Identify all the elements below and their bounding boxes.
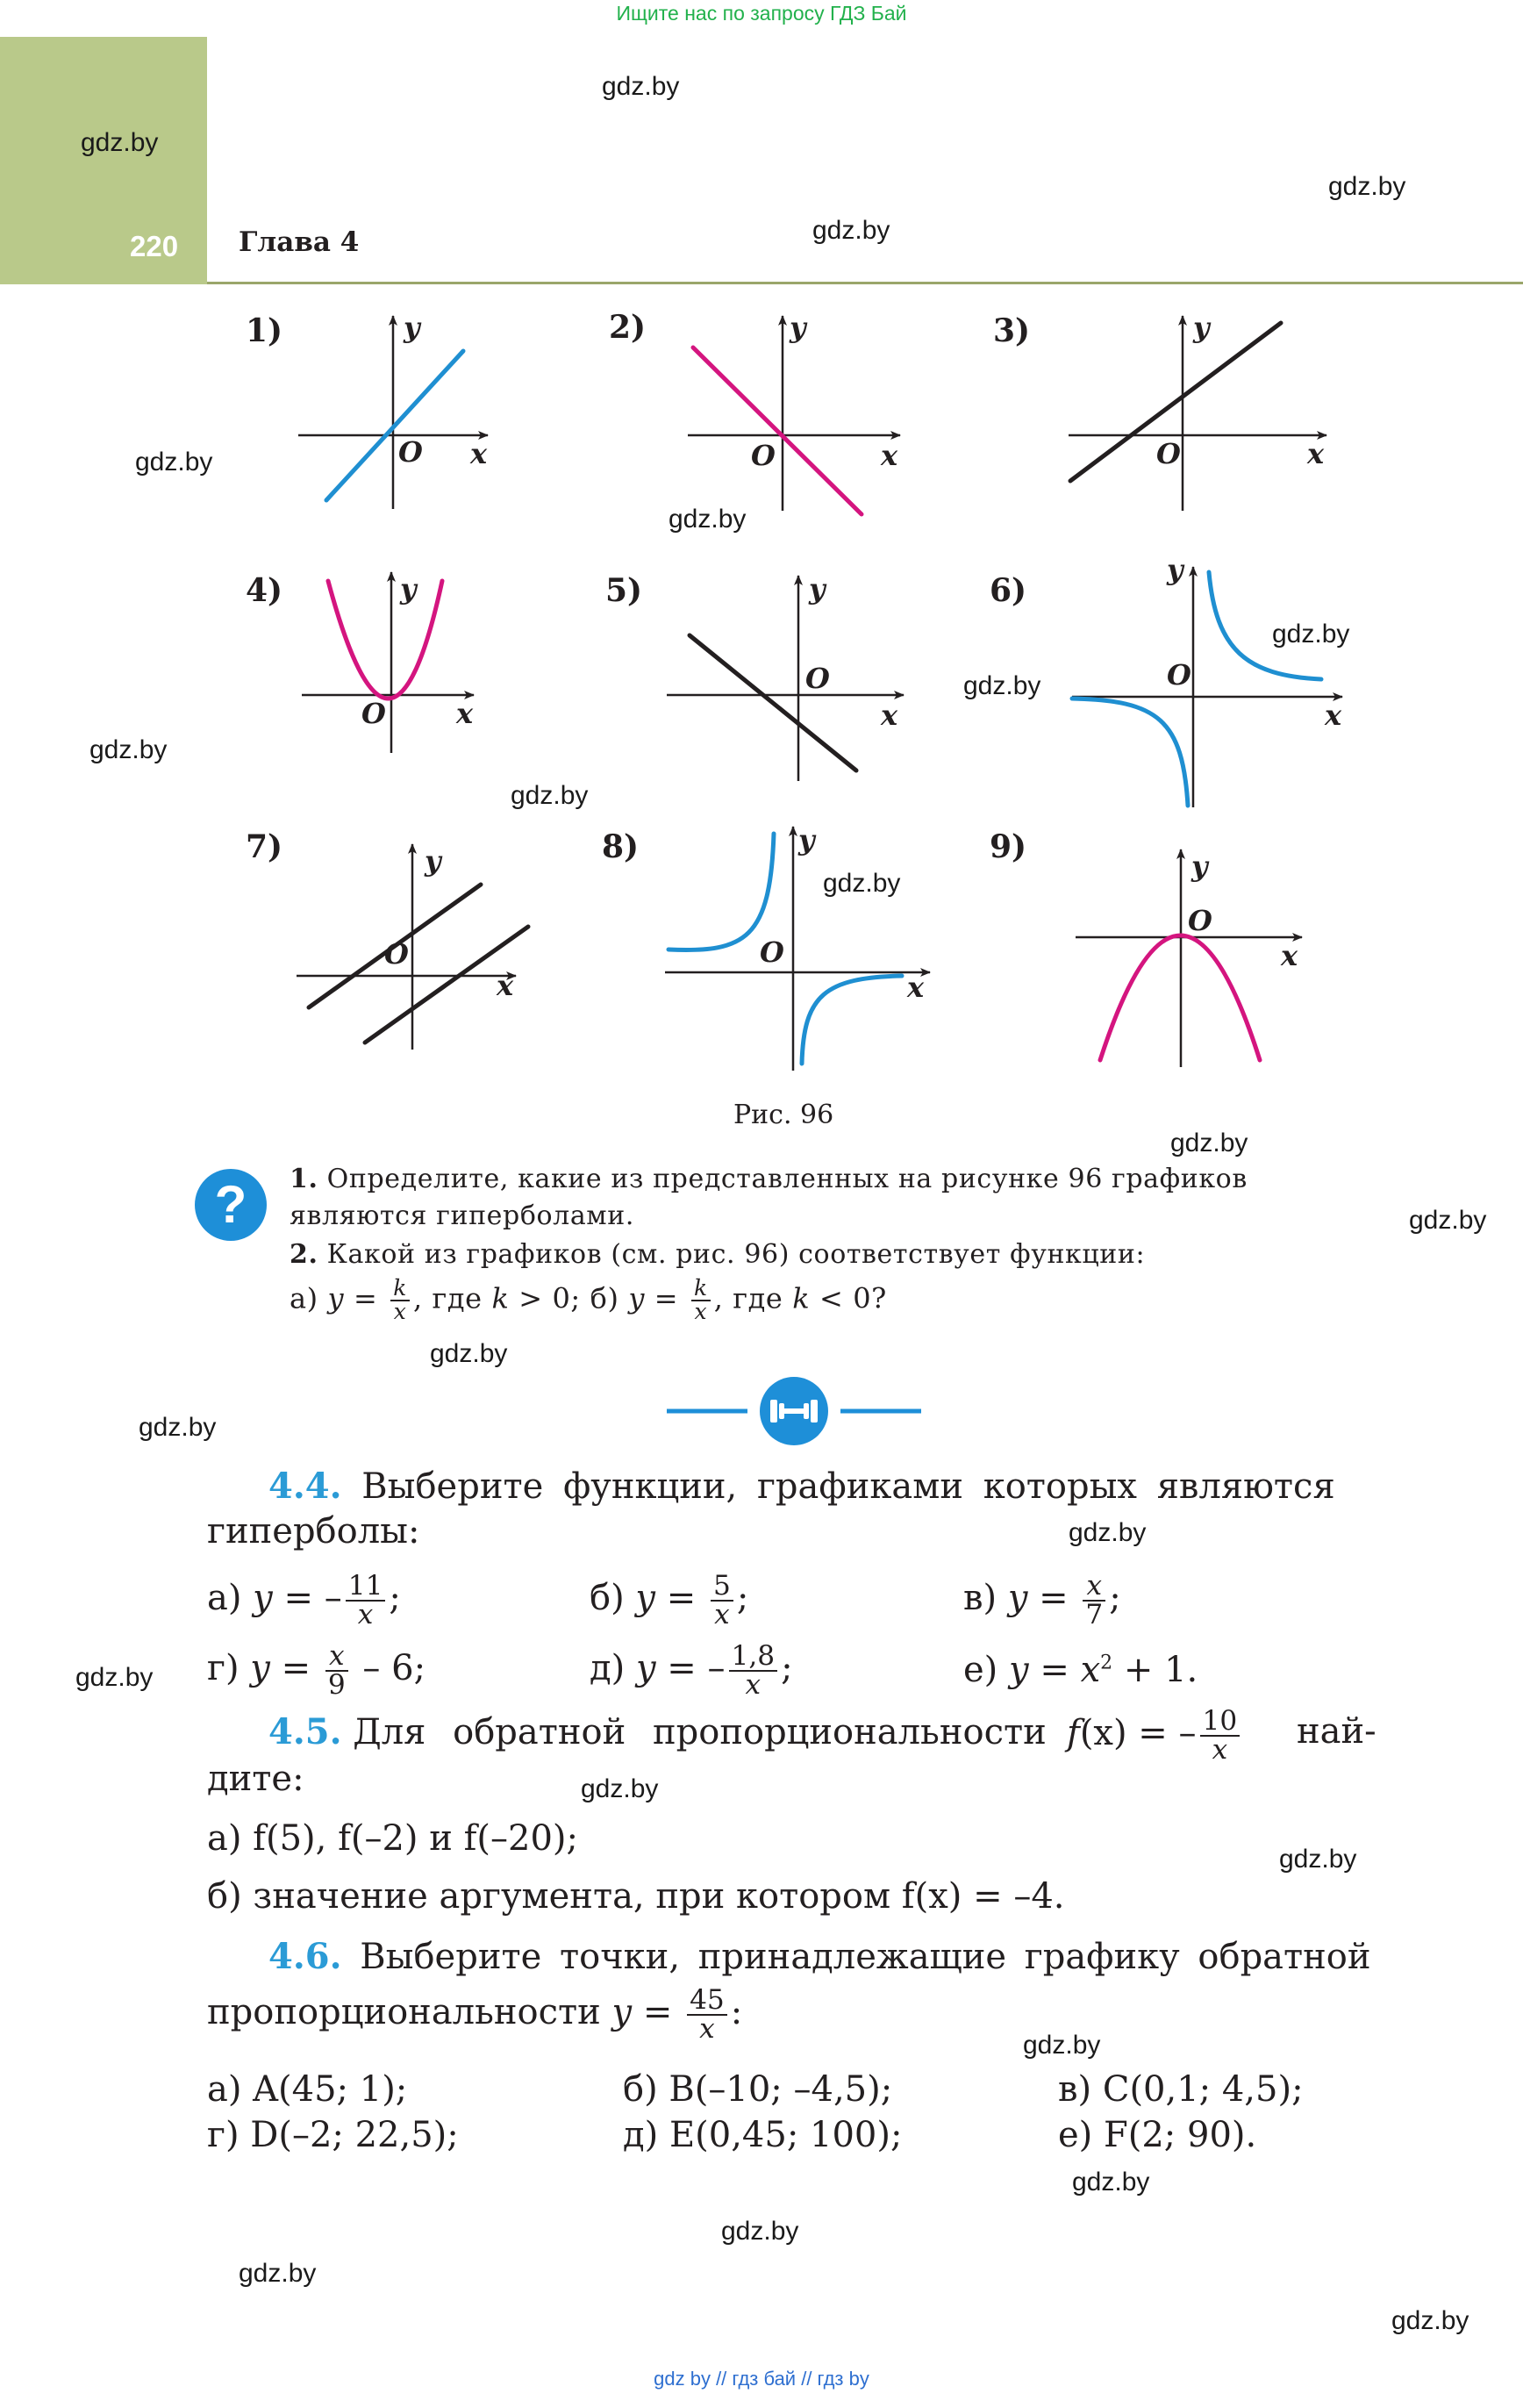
x-label-8: x — [907, 971, 925, 1004]
ex44-option-g: г) y = $\frac{x}{9}$ – 6; — [207, 1640, 426, 1702]
graph-5-line — [690, 635, 856, 770]
q2-option-b-label: б) — [590, 1281, 619, 1315]
watermark: gdz.by — [669, 505, 747, 534]
ex46-point-e: е) F(2; 90). — [1058, 2115, 1257, 2155]
graph-label-5: 5) — [605, 572, 643, 609]
origin-label-5: O — [805, 662, 830, 695]
graph-label-7: 7) — [246, 828, 283, 865]
origin-label-8: O — [760, 935, 784, 969]
graph-label-8: 8) — [602, 828, 640, 865]
ex44-option-v: в) y = $\frac{x}{7}$ ; — [963, 1570, 1121, 1631]
ex44-line-1: 4.4. Выберите функции, графиками которых являются — [268, 1466, 1335, 1507]
question-1-text: Определите, какие из представленных на рисунке 96 графиков — [326, 1164, 1248, 1194]
question-1-line-1 — [290, 1164, 1248, 1194]
y-label-5: y — [809, 572, 826, 606]
question-2-number: 2. — [290, 1239, 318, 1270]
graph-label-4: 4) — [246, 572, 283, 609]
watermark: gdz.by — [581, 1774, 659, 1803]
x-label-3: x — [1307, 437, 1325, 470]
watermark: gdz.by — [1328, 172, 1406, 201]
q2-eq: = — [354, 1281, 378, 1315]
y-label-6: y — [1167, 553, 1183, 586]
watermark: gdz.by — [1072, 2168, 1150, 2197]
y-label-2: y — [790, 311, 806, 344]
watermark: gdz.by — [721, 2217, 799, 2246]
x-label-5: x — [881, 699, 898, 732]
x-label-6: x — [1325, 699, 1342, 732]
q2-option-a-label: а) — [290, 1281, 318, 1315]
bottom-banner[interactable]: gdz by // гдз бай // гдз by — [654, 2368, 869, 2390]
ex46-point-a: а) A(45; 1); — [207, 2069, 408, 2110]
ex46-number: 4.6. — [268, 1936, 342, 1977]
x-label-7: x — [497, 969, 514, 1002]
page-number: 220 — [130, 230, 179, 262]
exercise-divider-icon — [667, 1376, 921, 1446]
graph-6-branch-left — [1072, 699, 1188, 806]
x-label-1: x — [470, 437, 488, 470]
ex44-number: 4.4. — [268, 1466, 342, 1507]
ex45-function: f(x) = – $\frac{10}{x}$ — [1067, 1708, 1243, 1764]
question-2-text: Какой из графиков (см. рис. 96) соответствует функции: — [326, 1239, 1146, 1270]
x-label-2: x — [881, 439, 898, 472]
x-label-9: x — [1281, 939, 1298, 972]
origin-label-2: O — [751, 439, 776, 472]
watermark: gdz.by — [75, 1663, 154, 1692]
watermark: gdz.by — [81, 128, 159, 157]
ex44-line-2: гиперболы: — [207, 1511, 420, 1552]
origin-label-9: O — [1188, 904, 1212, 937]
ex45-number: 4.5. — [268, 1711, 342, 1752]
y-label-3: y — [1193, 311, 1210, 344]
graph-label-3: 3) — [993, 312, 1031, 349]
y-label-9: y — [1191, 849, 1208, 883]
origin-label-4: O — [361, 697, 386, 730]
x-label-4: x — [456, 697, 474, 730]
ex45-line-1: 4.5. Для обратной пропорциональности — [268, 1711, 1047, 1752]
question-1-number: 1. — [290, 1164, 318, 1194]
ex46-line-1: 4.6. Выберите точки, принадлежащие графику обратной — [268, 1936, 1371, 1977]
question-icon: ? — [195, 1169, 267, 1241]
ex45-hyphen-word: най- — [1297, 1711, 1376, 1752]
y-label-7: y — [425, 844, 441, 878]
ex44-option-d: д) y = – $\frac{1,8}{x}$ ; — [590, 1640, 793, 1702]
ex45-part-b: б) значение аргумента, при котором f(x) = –4. — [207, 1876, 1065, 1917]
question-2-options: а) y = $\frac{k}{x}$ , где k > 0; б) y = $\frac{k}{x}$ , где k < 0? — [290, 1275, 887, 1324]
graph-1-line — [326, 351, 463, 500]
ex44-option-e: е) $y = x^2 + 1$. — [963, 1650, 1198, 1690]
graph-2-line — [693, 348, 862, 514]
graph-6-branch-right — [1209, 572, 1321, 679]
watermark: gdz.by — [89, 735, 168, 764]
graph-label-1: 1) — [246, 312, 283, 349]
top-banner[interactable]: Ищите нас по запросу ГДЗ Бай — [616, 2, 907, 25]
origin-label-1: O — [398, 435, 423, 469]
ex44-option-b: б) y = $\frac{5}{x}$ ; — [590, 1570, 749, 1631]
ex45-part-a: а) f(5), f(–2) и f(–20); — [207, 1818, 579, 1859]
ex44-option-a: а) y = – $\frac{11}{x}$ ; — [207, 1570, 401, 1631]
graph-8-branch-right — [802, 976, 902, 1064]
watermark: gdz.by — [1272, 620, 1350, 649]
ex46-point-g: г) D(–2; 22,5); — [207, 2115, 459, 2155]
figure-96-graphs — [0, 0, 1523, 1106]
watermark: gdz.by — [139, 1413, 217, 1442]
q2-y: y — [327, 1281, 345, 1315]
watermark: gdz.by — [1069, 1518, 1147, 1547]
watermark: gdz.by — [1170, 1129, 1248, 1157]
y-label-8: y — [798, 823, 815, 856]
graph-label-6: 6) — [990, 572, 1027, 609]
q2-a-fraction: $\frac{k}{x}$ — [390, 1278, 410, 1323]
q2-b-fraction: $\frac{k}{x}$ — [691, 1278, 711, 1323]
origin-label-6: O — [1167, 658, 1191, 692]
watermark: gdz.by — [511, 781, 589, 810]
watermark: gdz.by — [963, 671, 1041, 700]
ex46-point-v: в) C(0,1; 4,5); — [1058, 2069, 1304, 2110]
question-2-line — [290, 1239, 1145, 1270]
ex46-point-b: б) B(–10; –4,5); — [623, 2069, 893, 2110]
watermark: gdz.by — [823, 869, 901, 898]
watermark: gdz.by — [812, 216, 890, 245]
watermark: gdz.by — [1023, 2031, 1101, 2060]
origin-label-3: O — [1156, 437, 1181, 470]
watermark: gdz.by — [135, 448, 213, 477]
watermark: gdz.by — [239, 2259, 317, 2288]
ex45-line-2: дите: — [207, 1759, 304, 1799]
y-label-1: y — [404, 311, 420, 344]
watermark: gdz.by — [1391, 2306, 1469, 2335]
chapter-title: Глава 4 — [239, 226, 360, 258]
watermark: gdz.by — [1409, 1206, 1487, 1235]
ex46-line-2: пропорциональности y = $\frac{45}{x}$ : — [207, 1984, 743, 2046]
ex46-point-d: д) E(0,45; 100); — [623, 2115, 903, 2155]
watermark: gdz.by — [1279, 1845, 1357, 1874]
graph-8-branch-left — [669, 834, 774, 950]
origin-label-7: O — [384, 937, 409, 971]
graph-4-parabola — [328, 581, 442, 699]
question-1-line-2: являются гиперболами. — [290, 1200, 634, 1231]
graph-label-9: 9) — [990, 828, 1027, 865]
figure-caption: Рис. 96 — [733, 1100, 834, 1130]
watermark: gdz.by — [602, 72, 680, 101]
watermark: gdz.by — [430, 1339, 508, 1368]
y-label-4: y — [400, 572, 417, 606]
graph-label-2: 2) — [609, 309, 647, 346]
